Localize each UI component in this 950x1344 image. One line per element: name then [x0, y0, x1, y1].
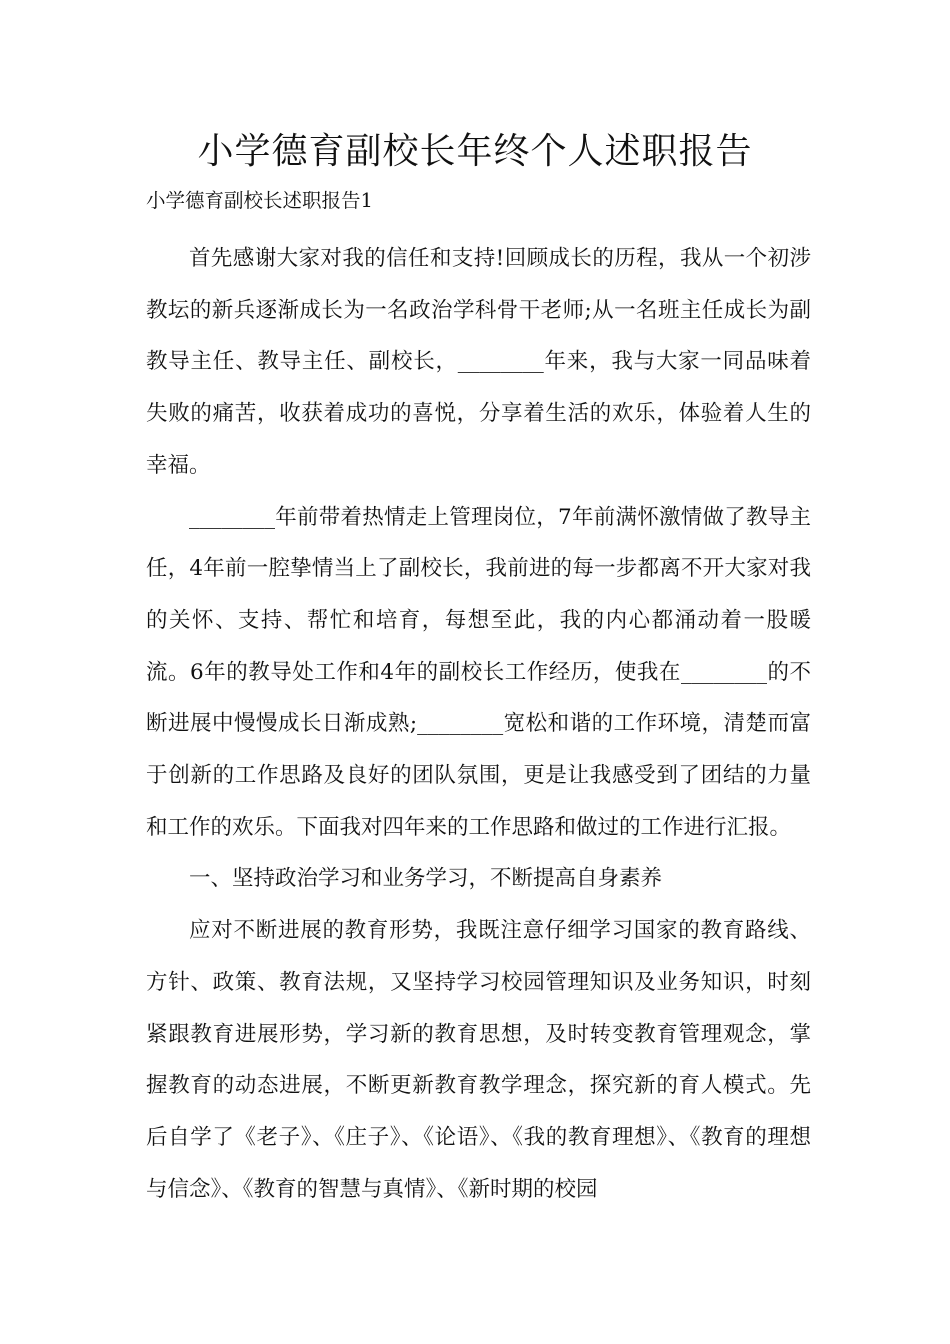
paragraph-experience: ________年前带着热情走上管理岗位，7年前满怀激情做了教导主任，4年前一腔挚情当上了副校长，我前进的每一步都离不开大家对我的关怀、支持、帮忙和培育，每想至此，我的内心都涌动着一股暖流。6年的教导处工作和4年的副校长工作经历，使我在________的不断进展中慢慢成长日渐成熟;________宽松和谐的工作环境，清楚而富于创新的工作思路及良好的团队氛围，更是让我感受到了团结的力量和工作的欢乐。下面我对四年来的工作思路和做过的工作进行汇报。: [146, 504, 811, 840]
paragraph-study: 应对不断进展的教育形势，我既注意仔细学习国家的教育路线、方针、政策、教育法规，又坚持学习校园管理知识及业务知识，时刻紧跟教育进展形势，学习新的教育思想，及时转变教育管理观念，掌握教育的动态进展，不断更新教育教学理念，探究新的育人模式。先后自学了《老子》、《庄子》、《论语》、《我的教育理想》、《教育的理想与信念》、《教育的智慧与真情》、《新时期的校园: [146, 918, 811, 1202]
paragraph-intro: 首先感谢大家对我的信任和支持!回顾成长的历程，我从一个初涉教坛的新兵逐渐成长为一名政治学科骨干老师;从一名班主任成长为副教导主任、教导主任、副校长，________年来，我与大家一同品味着失败的痛苦，收获着成功的喜悦，分享着生活的欢乐，体验着人生的幸福。: [146, 246, 811, 478]
document-subtitle: 小学德育副校长述职报告1: [146, 189, 373, 212]
document-title: 小学德育副校长年终个人述职报告: [197, 131, 753, 172]
section-heading-1: 一、坚持政治学习和业务学习，不断提高自身素养: [189, 866, 663, 892]
document-body: [146, 233, 811, 1215]
